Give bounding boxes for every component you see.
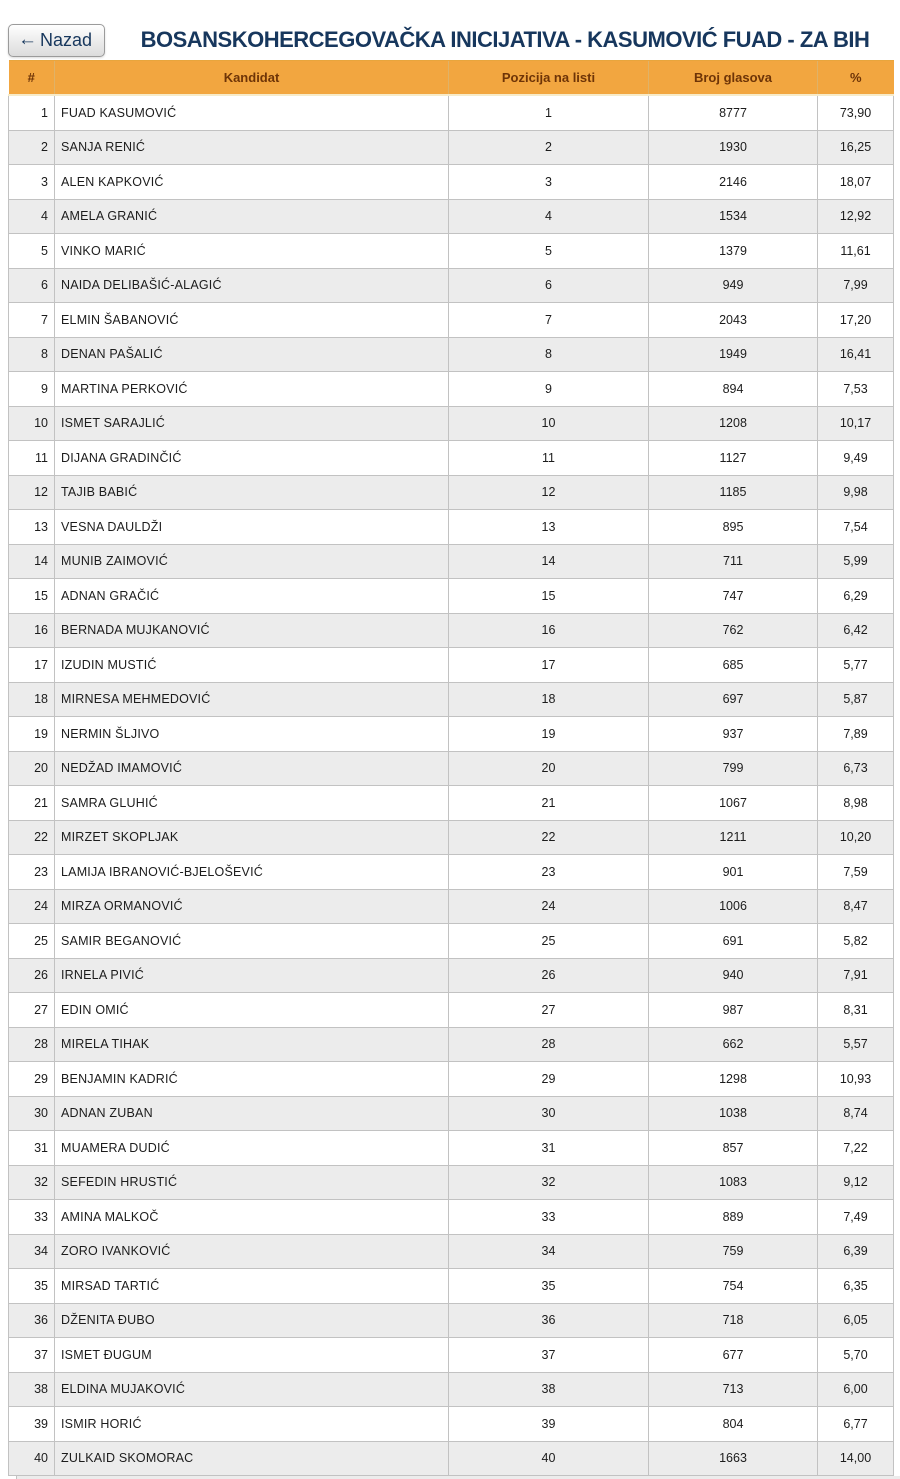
col-header-number: # — [9, 61, 55, 96]
cell-row-number: 16 — [9, 613, 55, 648]
table-row — [9, 993, 894, 1028]
cell-candidate-name: DIJANA GRADINČIĆ — [55, 441, 449, 476]
cell-candidate-name: NERMIN ŠLJIVO — [55, 717, 449, 752]
cell-candidate-name: SAMIR BEGANOVIĆ — [55, 924, 449, 959]
cell-percent: 7,89 — [818, 717, 894, 752]
cell-candidate-name: ZORO IVANKOVIĆ — [55, 1234, 449, 1269]
table-row — [9, 1269, 894, 1304]
cell-percent: 10,93 — [818, 1062, 894, 1097]
cell-row-number: 32 — [9, 1165, 55, 1200]
table-row — [9, 510, 894, 545]
cell-candidate-name: ADNAN GRAČIĆ — [55, 579, 449, 614]
table-row — [9, 751, 894, 786]
cell-row-number: 36 — [9, 1303, 55, 1338]
cell-vote-count: 1949 — [649, 337, 818, 372]
top-bar — [0, 0, 900, 60]
cell-list-position: 39 — [449, 1407, 649, 1442]
cell-candidate-name: IZUDIN MUSTIĆ — [55, 648, 449, 683]
cell-list-position: 21 — [449, 786, 649, 821]
cell-row-number: 6 — [9, 268, 55, 303]
cell-row-number: 38 — [9, 1372, 55, 1407]
cell-list-position: 27 — [449, 993, 649, 1028]
cell-list-position: 5 — [449, 234, 649, 269]
cell-list-position: 10 — [449, 406, 649, 441]
cell-percent: 16,25 — [818, 130, 894, 165]
cell-vote-count: 901 — [649, 855, 818, 890]
cell-percent: 5,99 — [818, 544, 894, 579]
cell-candidate-name: SEFEDIN HRUSTIĆ — [55, 1165, 449, 1200]
table-row — [9, 303, 894, 338]
table-row — [9, 337, 894, 372]
cell-row-number: 13 — [9, 510, 55, 545]
cell-list-position: 2 — [449, 130, 649, 165]
cell-percent: 8,31 — [818, 993, 894, 1028]
table-row — [9, 268, 894, 303]
cell-row-number: 33 — [9, 1200, 55, 1235]
cell-candidate-name: NEDŽAD IMAMOVIĆ — [55, 751, 449, 786]
cell-list-position: 15 — [449, 579, 649, 614]
cell-vote-count: 949 — [649, 268, 818, 303]
cell-vote-count: 940 — [649, 958, 818, 993]
cell-percent: 6,00 — [818, 1372, 894, 1407]
cell-row-number: 12 — [9, 475, 55, 510]
table-row — [9, 1131, 894, 1166]
table-row — [9, 855, 894, 890]
cell-list-position: 20 — [449, 751, 649, 786]
table-row — [9, 1234, 894, 1269]
cell-percent: 14,00 — [818, 1441, 894, 1476]
cell-candidate-name: AMINA MALKOČ — [55, 1200, 449, 1235]
cell-list-position: 28 — [449, 1027, 649, 1062]
cell-candidate-name: SAMRA GLUHIĆ — [55, 786, 449, 821]
cell-vote-count: 691 — [649, 924, 818, 959]
cell-vote-count: 711 — [649, 544, 818, 579]
cell-candidate-name: MIRELA TIHAK — [55, 1027, 449, 1062]
cell-row-number: 34 — [9, 1234, 55, 1269]
col-header-vote-count: Broj glasova — [649, 61, 818, 96]
cell-row-number: 25 — [9, 924, 55, 959]
cell-candidate-name: ZULKAID SKOMORAC — [55, 1441, 449, 1476]
cell-row-number: 35 — [9, 1269, 55, 1304]
cell-candidate-name: LAMIJA IBRANOVIĆ-BJELOŠEVIĆ — [55, 855, 449, 890]
cell-percent: 10,20 — [818, 820, 894, 855]
cell-row-number: 11 — [9, 441, 55, 476]
cell-candidate-name: VESNA DAULDŽI — [55, 510, 449, 545]
cell-percent: 8,47 — [818, 889, 894, 924]
cell-percent: 7,22 — [818, 1131, 894, 1166]
table-row — [9, 924, 894, 959]
cell-row-number: 14 — [9, 544, 55, 579]
cell-percent: 18,07 — [818, 165, 894, 200]
cell-list-position: 24 — [449, 889, 649, 924]
cell-vote-count: 2043 — [649, 303, 818, 338]
cell-row-number: 29 — [9, 1062, 55, 1097]
cell-row-number: 27 — [9, 993, 55, 1028]
col-header-candidate: Kandidat — [55, 61, 449, 96]
cell-percent: 8,74 — [818, 1096, 894, 1131]
cell-row-number: 8 — [9, 337, 55, 372]
cell-percent: 6,35 — [818, 1269, 894, 1304]
cell-row-number: 4 — [9, 199, 55, 234]
cell-percent: 7,59 — [818, 855, 894, 890]
cell-candidate-name: EDIN OMIĆ — [55, 993, 449, 1028]
cell-candidate-name: MUAMERA DUDIĆ — [55, 1131, 449, 1166]
cell-candidate-name: DŽENITA ĐUBO — [55, 1303, 449, 1338]
cell-percent: 7,54 — [818, 510, 894, 545]
cell-candidate-name: DENAN PAŠALIĆ — [55, 337, 449, 372]
cell-percent: 7,99 — [818, 268, 894, 303]
cell-percent: 6,05 — [818, 1303, 894, 1338]
cell-row-number: 18 — [9, 682, 55, 717]
cell-candidate-name: MIRZET SKOPLJAK — [55, 820, 449, 855]
cell-percent: 17,20 — [818, 303, 894, 338]
back-button[interactable] — [8, 24, 105, 57]
table-row — [9, 1441, 894, 1476]
cell-list-position: 38 — [449, 1372, 649, 1407]
cell-percent: 6,42 — [818, 613, 894, 648]
cell-vote-count: 1211 — [649, 820, 818, 855]
cell-percent: 11,61 — [818, 234, 894, 269]
cell-vote-count: 987 — [649, 993, 818, 1028]
cell-vote-count: 1006 — [649, 889, 818, 924]
cell-row-number: 3 — [9, 165, 55, 200]
cell-vote-count: 1534 — [649, 199, 818, 234]
cell-list-position: 8 — [449, 337, 649, 372]
table-row — [9, 958, 894, 993]
cell-row-number: 17 — [9, 648, 55, 683]
cell-row-number: 28 — [9, 1027, 55, 1062]
cell-row-number: 1 — [9, 95, 55, 130]
cell-candidate-name: NAIDA DELIBAŠIĆ-ALAGIĆ — [55, 268, 449, 303]
cell-vote-count: 677 — [649, 1338, 818, 1373]
cell-vote-count: 1930 — [649, 130, 818, 165]
cell-percent: 9,12 — [818, 1165, 894, 1200]
table-row — [9, 1372, 894, 1407]
cell-percent: 5,77 — [818, 648, 894, 683]
cell-list-position: 17 — [449, 648, 649, 683]
table-row — [9, 1303, 894, 1338]
cell-list-position: 7 — [449, 303, 649, 338]
cell-percent: 6,77 — [818, 1407, 894, 1442]
cell-vote-count: 857 — [649, 1131, 818, 1166]
table-row — [9, 717, 894, 752]
cell-row-number: 20 — [9, 751, 55, 786]
table-row — [9, 234, 894, 269]
cell-row-number: 22 — [9, 820, 55, 855]
cell-row-number: 2 — [9, 130, 55, 165]
cell-candidate-name: MIRSAD TARTIĆ — [55, 1269, 449, 1304]
cell-candidate-name: ALEN KAPKOVIĆ — [55, 165, 449, 200]
table-row — [9, 441, 894, 476]
table-row — [9, 130, 894, 165]
cell-candidate-name: TAJIB BABIĆ — [55, 475, 449, 510]
cell-vote-count: 1298 — [649, 1062, 818, 1097]
table-row — [9, 1062, 894, 1097]
page-title: BOSANSKOHERCEGOVAČKA INICIJATIVA - KASUMOVIĆ FUAD - ZA BIH — [140, 27, 870, 52]
cell-row-number: 10 — [9, 406, 55, 441]
cell-candidate-name: AMELA GRANIĆ — [55, 199, 449, 234]
cell-percent: 5,70 — [818, 1338, 894, 1373]
cell-candidate-name: IRNELA PIVIĆ — [55, 958, 449, 993]
cell-candidate-name: BERNADA MUJKANOVIĆ — [55, 613, 449, 648]
cell-row-number: 7 — [9, 303, 55, 338]
table-row — [9, 165, 894, 200]
cell-vote-count: 804 — [649, 1407, 818, 1442]
cell-candidate-name: ISMIR HORIĆ — [55, 1407, 449, 1442]
cell-candidate-name: ELDINA MUJAKOVIĆ — [55, 1372, 449, 1407]
cell-row-number: 31 — [9, 1131, 55, 1166]
cell-row-number: 39 — [9, 1407, 55, 1442]
table-row — [9, 406, 894, 441]
cell-percent: 73,90 — [818, 95, 894, 130]
cell-list-position: 29 — [449, 1062, 649, 1097]
cell-list-position: 36 — [449, 1303, 649, 1338]
table-row — [9, 1338, 894, 1373]
cell-list-position: 30 — [449, 1096, 649, 1131]
cell-list-position: 40 — [449, 1441, 649, 1476]
cell-vote-count: 762 — [649, 613, 818, 648]
table-row — [9, 1165, 894, 1200]
cell-candidate-name: ISMET ĐUGUM — [55, 1338, 449, 1373]
cell-vote-count: 1185 — [649, 475, 818, 510]
cell-list-position: 23 — [449, 855, 649, 890]
cell-row-number: 5 — [9, 234, 55, 269]
cell-list-position: 34 — [449, 1234, 649, 1269]
cell-vote-count: 1067 — [649, 786, 818, 821]
table-row — [9, 1407, 894, 1442]
cell-list-position: 32 — [449, 1165, 649, 1200]
cell-list-position: 6 — [449, 268, 649, 303]
cell-row-number: 9 — [9, 372, 55, 407]
cell-percent: 5,87 — [818, 682, 894, 717]
cell-vote-count: 1663 — [649, 1441, 818, 1476]
cell-vote-count: 895 — [649, 510, 818, 545]
cell-list-position: 16 — [449, 613, 649, 648]
back-button-label: Nazad — [40, 30, 93, 50]
cell-percent: 16,41 — [818, 337, 894, 372]
cell-candidate-name: VINKO MARIĆ — [55, 234, 449, 269]
cell-list-position: 22 — [449, 820, 649, 855]
table-row — [9, 372, 894, 407]
cell-vote-count: 1083 — [649, 1165, 818, 1200]
results-table-container — [8, 60, 893, 1479]
results-table — [8, 60, 894, 1476]
cell-vote-count: 1208 — [649, 406, 818, 441]
table-header-row — [9, 61, 894, 96]
table-body — [9, 95, 894, 1476]
cell-candidate-name: MARTINA PERKOVIĆ — [55, 372, 449, 407]
cell-list-position: 25 — [449, 924, 649, 959]
cell-vote-count: 8777 — [649, 95, 818, 130]
cell-percent: 5,57 — [818, 1027, 894, 1062]
cell-candidate-name: MIRZA ORMANOVIĆ — [55, 889, 449, 924]
cell-row-number: 26 — [9, 958, 55, 993]
table-row — [9, 889, 894, 924]
cell-percent: 12,92 — [818, 199, 894, 234]
cell-percent: 9,98 — [818, 475, 894, 510]
cell-list-position: 31 — [449, 1131, 649, 1166]
cell-list-position: 35 — [449, 1269, 649, 1304]
cell-vote-count: 894 — [649, 372, 818, 407]
cell-vote-count: 718 — [649, 1303, 818, 1338]
table-row — [9, 544, 894, 579]
cell-candidate-name: BENJAMIN KADRIĆ — [55, 1062, 449, 1097]
table-row — [9, 786, 894, 821]
cell-vote-count: 754 — [649, 1269, 818, 1304]
cell-list-position: 11 — [449, 441, 649, 476]
cell-candidate-name: MUNIB ZAIMOVIĆ — [55, 544, 449, 579]
table-row — [9, 199, 894, 234]
table-row — [9, 682, 894, 717]
cell-vote-count: 2146 — [649, 165, 818, 200]
cell-percent: 7,53 — [818, 372, 894, 407]
cell-vote-count: 799 — [649, 751, 818, 786]
cell-vote-count: 697 — [649, 682, 818, 717]
table-row — [9, 579, 894, 614]
cell-list-position: 13 — [449, 510, 649, 545]
cell-row-number: 19 — [9, 717, 55, 752]
cell-percent: 6,39 — [818, 1234, 894, 1269]
cell-vote-count: 1379 — [649, 234, 818, 269]
cell-row-number: 21 — [9, 786, 55, 821]
cell-vote-count: 685 — [649, 648, 818, 683]
cell-list-position: 14 — [449, 544, 649, 579]
cell-vote-count: 662 — [649, 1027, 818, 1062]
table-row — [9, 1027, 894, 1062]
cell-percent: 5,82 — [818, 924, 894, 959]
cell-list-position: 4 — [449, 199, 649, 234]
cell-list-position: 33 — [449, 1200, 649, 1235]
table-row — [9, 1096, 894, 1131]
table-row — [9, 95, 894, 130]
cell-list-position: 37 — [449, 1338, 649, 1373]
table-row — [9, 648, 894, 683]
cell-list-position: 3 — [449, 165, 649, 200]
table-header — [9, 61, 894, 96]
table-row — [9, 820, 894, 855]
cell-candidate-name: SANJA RENIĆ — [55, 130, 449, 165]
cell-list-position: 1 — [449, 95, 649, 130]
cell-row-number: 23 — [9, 855, 55, 890]
cell-vote-count: 1038 — [649, 1096, 818, 1131]
cell-list-position: 26 — [449, 958, 649, 993]
cell-list-position: 9 — [449, 372, 649, 407]
cell-percent: 8,98 — [818, 786, 894, 821]
cell-vote-count: 713 — [649, 1372, 818, 1407]
table-row — [9, 1200, 894, 1235]
cell-percent: 6,29 — [818, 579, 894, 614]
cell-row-number: 37 — [9, 1338, 55, 1373]
cell-list-position: 19 — [449, 717, 649, 752]
cell-percent: 6,73 — [818, 751, 894, 786]
col-header-list-position: Pozicija na listi — [449, 61, 649, 96]
cell-percent: 9,49 — [818, 441, 894, 476]
cell-vote-count: 1127 — [649, 441, 818, 476]
cell-list-position: 18 — [449, 682, 649, 717]
cell-vote-count: 759 — [649, 1234, 818, 1269]
cell-percent: 7,49 — [818, 1200, 894, 1235]
cell-row-number: 24 — [9, 889, 55, 924]
table-row — [9, 475, 894, 510]
cell-vote-count: 747 — [649, 579, 818, 614]
cell-vote-count: 889 — [649, 1200, 818, 1235]
cell-row-number: 15 — [9, 579, 55, 614]
col-header-percent: % — [818, 61, 894, 96]
cell-candidate-name: ISMET SARAJLIĆ — [55, 406, 449, 441]
cell-candidate-name: ELMIN ŠABANOVIĆ — [55, 303, 449, 338]
cell-candidate-name: FUAD KASUMOVIĆ — [55, 95, 449, 130]
cell-list-position: 12 — [449, 475, 649, 510]
cell-row-number: 30 — [9, 1096, 55, 1131]
cell-percent: 10,17 — [818, 406, 894, 441]
cell-row-number: 40 — [9, 1441, 55, 1476]
cell-candidate-name: MIRNESA MEHMEDOVIĆ — [55, 682, 449, 717]
cell-candidate-name: ADNAN ZUBAN — [55, 1096, 449, 1131]
cell-percent: 7,91 — [818, 958, 894, 993]
cell-vote-count: 937 — [649, 717, 818, 752]
table-row — [9, 613, 894, 648]
back-arrow-icon: ← — [18, 29, 37, 50]
